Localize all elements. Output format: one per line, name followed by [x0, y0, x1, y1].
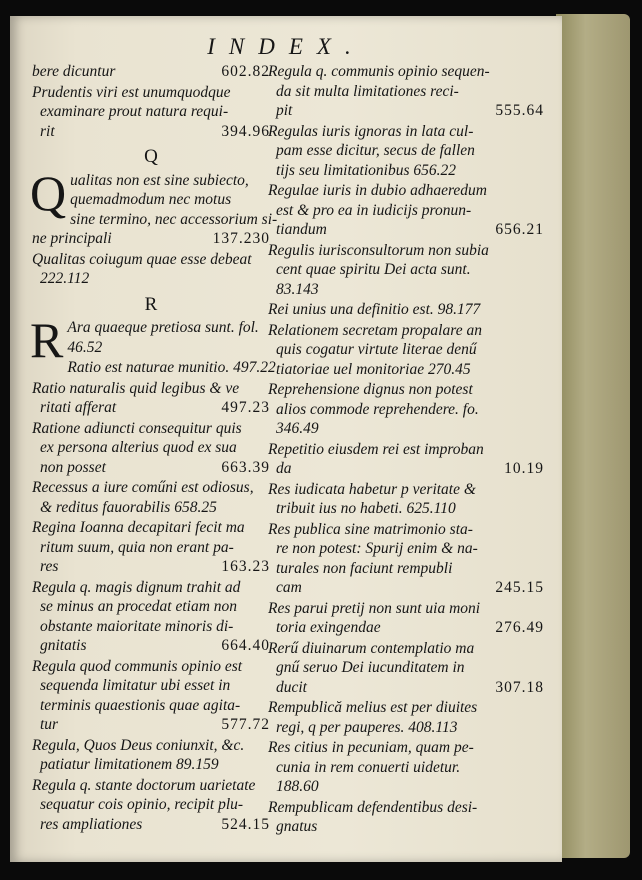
entry-line: non posset 663.39	[40, 458, 270, 476]
index-entry	[32, 736, 270, 775]
entry-line: ritum suum, quia non erant pa-	[40, 538, 234, 556]
index-entry	[268, 520, 544, 598]
entry-line: Res publica sine matrimonio sta-	[268, 520, 473, 538]
entry-line: sequenda limitatur ubi esset in	[40, 677, 231, 694]
index-entry	[32, 83, 270, 142]
index-entry	[268, 380, 544, 439]
entry-line: tur 577.72	[40, 716, 270, 733]
entry-line: da sit multa limitationes reci-	[276, 82, 459, 100]
entry-line: Regina Ioanna decapitari fecit ma	[32, 519, 245, 536]
index-entry	[30, 164, 278, 249]
entry-line: Regula q. magis dignum trahit ad	[32, 578, 241, 596]
entry-line: 188.60	[276, 778, 319, 795]
entry-line: tijs seu limitationibus 656.22	[276, 161, 456, 179]
entry-line: sequatur cois opinio, recipit plu-	[40, 796, 244, 813]
page-reference: 307.18	[495, 678, 544, 696]
index-entry	[268, 321, 544, 380]
entry-line: Regula quod communis opinio est	[32, 657, 243, 675]
entry-line: 222.112	[40, 270, 90, 287]
entry-line: Ratione adiuncti consequitur quis	[32, 419, 242, 437]
index-entry	[268, 639, 544, 698]
entry-line: Rempublicam defendentibus desi-	[268, 798, 478, 816]
entry-line: cam 245.15	[276, 579, 544, 596]
entry-line: res 163.23	[40, 558, 270, 575]
drop-cap: R	[30, 312, 64, 368]
index-entry	[32, 518, 270, 577]
entry-line: Rei unius una definitio est. 98.177	[268, 301, 481, 318]
index-entry	[32, 419, 270, 478]
entry-line: Regula q. stante doctorum uarietate	[32, 776, 256, 794]
entry-line: ualitas non est sine subiecto,	[70, 171, 249, 189]
book-cover-edge	[556, 14, 630, 858]
entry-line: Repetitio eiusdem rei est improban	[268, 440, 484, 458]
entry-line: gnitatis 664.40	[40, 637, 270, 654]
drop-cap: Q	[30, 164, 67, 221]
page-reference: 163.23	[221, 558, 270, 575]
entry-line: examinare prout natura requi-	[40, 103, 229, 120]
entry-line: quemadmodum nec motus	[70, 191, 232, 208]
index-entry	[268, 738, 544, 797]
entry-line: terminis quaestionis quae agita-	[40, 696, 241, 714]
entry-line: regi, q per pauperes. 408.113	[276, 718, 458, 736]
entry-line: 83.143	[276, 280, 319, 298]
entry-line: Regulis iurisconsultorum non subia	[268, 241, 489, 259]
entry-line: turales non faciunt rempubli	[276, 559, 453, 577]
index-entry	[268, 440, 544, 479]
entry-line: sine termino, nec accessorium si-	[70, 210, 278, 228]
index-entry	[32, 478, 270, 517]
entry-line: Reprehensione dignus non potest	[268, 381, 473, 398]
page-reference: 524.15	[221, 815, 270, 833]
entry-line: re non potest: Spurij enim & na-	[276, 540, 478, 557]
page-reference: 394.96	[221, 122, 270, 140]
entry-line: patiatur limitationem 89.159	[40, 756, 219, 773]
page-reference: 10.19	[504, 460, 544, 477]
index-entry	[268, 62, 544, 121]
page-reference: 497.23	[221, 399, 270, 416]
entry-line: Regulas iuris ignoras in lata cul-	[268, 122, 474, 140]
right-column	[268, 62, 544, 838]
index-entry	[268, 122, 544, 181]
entry-line: ritati afferat 497.23	[40, 399, 270, 416]
left-column	[30, 62, 278, 835]
entry-line: Res citius in pecuniam, quam pe-	[268, 739, 474, 756]
entry-line: toria exingendae 276.49	[276, 619, 544, 636]
entry-line: cunia in rem conuerti uidetur.	[276, 758, 461, 776]
index-entry	[268, 480, 544, 519]
entry-line: Prudentis viri est unumquodque	[32, 83, 231, 101]
index-page	[10, 16, 562, 862]
entry-line: ne principali 137.230	[32, 230, 270, 247]
index-entry	[32, 657, 270, 735]
entry-line: rit 394.96	[40, 122, 270, 140]
entry-line: Ratio naturalis quid legibus & ve	[32, 379, 240, 397]
section-letter: R	[144, 293, 158, 315]
entry-line: tiatoriae uel monitoriae 270.45	[276, 360, 471, 378]
index-entry	[268, 798, 544, 837]
entry-line: Regulae iuris in dubio adhaeredum	[268, 182, 487, 199]
entry-line: Ratio est naturae munitio. 497.22	[67, 359, 276, 376]
entry-line: Recessus a iure coműni est odiosus,	[32, 479, 254, 496]
entry-line: Res parui pretij non sunt uia moni	[268, 599, 481, 617]
page-reference: 245.15	[495, 579, 544, 596]
page-reference: 276.49	[495, 619, 544, 636]
index-entry	[268, 599, 544, 638]
index-entry	[268, 181, 544, 240]
index-entry	[32, 358, 276, 378]
index-entry	[268, 241, 544, 300]
page-reference: 656.21	[495, 221, 544, 238]
entry-line: pit 555.64	[276, 102, 544, 119]
entry-line: est & pro ea in iudicijs pronun-	[276, 201, 472, 219]
page-header: INDEX.	[207, 34, 365, 59]
index-entry	[268, 300, 544, 320]
entry-line: cent quae spiritu Dei acta sunt.	[276, 261, 471, 278]
index-entry	[32, 62, 270, 82]
entry-line: tiandum 656.21	[276, 221, 544, 238]
entry-line: se minus an procedat etiam non	[40, 598, 238, 615]
entry-line: da 10.19	[276, 460, 544, 477]
index-entry	[32, 776, 270, 835]
page-reference: 663.39	[221, 458, 270, 476]
entry-line: pam esse dicitur, secus de fallen	[276, 142, 475, 159]
page-reference: 137.230	[212, 230, 270, 247]
index-entry	[32, 379, 270, 418]
entry-line: tribuit ius no habeti. 625.110	[276, 500, 456, 517]
entry-line: Rerű diuinarum contemplatio ma	[268, 639, 475, 657]
entry-line: & reditus fauorabilis 658.25	[40, 498, 217, 516]
entry-line: ex persona alterius quod ex sua	[40, 439, 237, 456]
index-entry	[32, 250, 270, 289]
entry-line: alios commode reprehendere. fo.	[276, 400, 479, 418]
entry-line: Rempublică melius est per diuites	[268, 699, 478, 716]
page-reference: 555.64	[495, 102, 544, 119]
entry-line: Regula, Quos Deus coniunxit, &c.	[32, 736, 245, 754]
entry-line: Relationem secretam propalare an	[268, 321, 482, 339]
section-letter: Q	[144, 146, 158, 167]
entry-line: res ampliationes 524.15	[40, 815, 270, 833]
entry-line: 346.49	[276, 420, 319, 437]
entry-line: Ara quaeque pretiosa sunt. fol.	[67, 319, 259, 336]
entry-line: quis cogatur virtute literae denű	[276, 341, 477, 358]
entry-line: obstante maioritate minoris di-	[40, 617, 234, 635]
index-entry	[32, 578, 270, 656]
entry-line: 46.52	[67, 338, 103, 356]
entry-line: bere dicuntur 602.82	[32, 63, 270, 80]
page-reference: 602.82	[221, 63, 270, 80]
index-entry	[268, 698, 544, 737]
entry-line: gnatus	[276, 818, 318, 835]
page-reference: 577.72	[221, 716, 270, 733]
entry-line: Regula q. communis opinio sequen-	[268, 63, 490, 80]
entry-line: gnű seruo Dei iucunditatem in	[276, 659, 465, 676]
entry-line: Qualitas coiugum quae esse debeat	[32, 250, 252, 268]
entry-line: Res iudicata habetur p veritate &	[268, 480, 476, 498]
entry-line: ducit 307.18	[276, 678, 544, 696]
page-reference: 664.40	[221, 637, 270, 654]
